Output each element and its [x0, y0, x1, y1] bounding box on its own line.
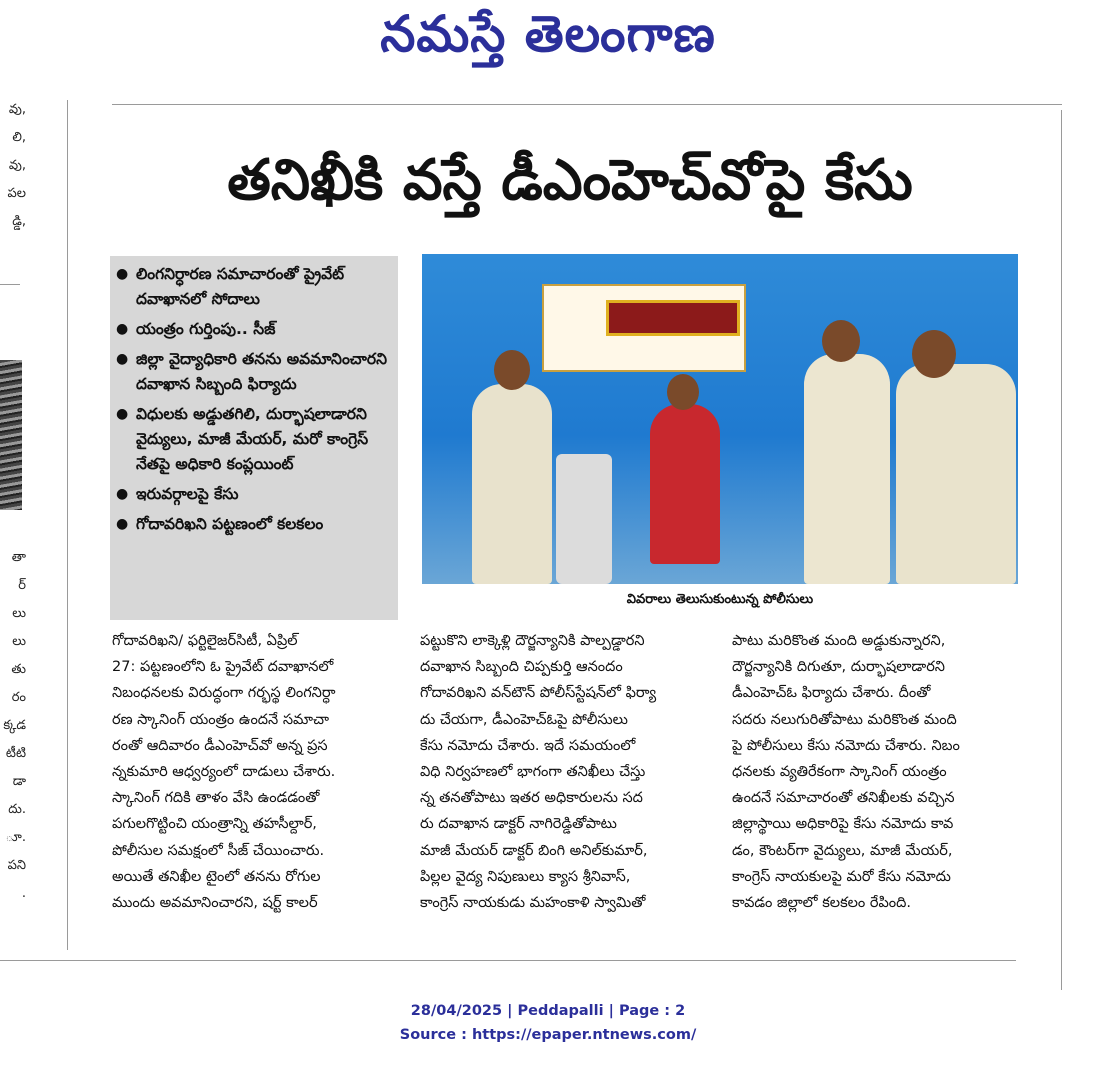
strip-text-line: డ్డి,	[12, 214, 26, 229]
article-text-line: డీఎంహెచ్‌ఓ ఫిర్యాదు చేశారు. దీంతో	[732, 685, 931, 702]
strip-text-line: తు	[11, 662, 26, 677]
highlight-item	[116, 482, 394, 507]
bullet-dot-icon: ●	[116, 516, 129, 532]
bullet-dot-icon: ●	[116, 266, 129, 282]
strip-text-line	[0, 516, 26, 544]
strip-text-line: దు.	[8, 802, 26, 817]
article-text-line: కావడం జిల్లాలో కలకలం రేపింది.	[732, 895, 911, 912]
strip-text-line	[0, 236, 26, 264]
strip-text-line: .	[21, 886, 26, 901]
article-text-line: గోదావరిఖని వన్‌టౌన్ పోలీస్‌స్టేషన్‌లో ఫిర్యా	[420, 685, 657, 702]
strip-text-line: క్కడ	[3, 718, 26, 733]
strip-text-line: టీటి	[5, 746, 26, 761]
highlight-item	[116, 317, 394, 342]
article-text-line: ఉందనే సమాచారంతో తనిఖీలకు వచ్చిన	[732, 790, 955, 807]
article-text-line: రు దవాఖాన డాక్టర్ నాగిరెడ్డితోపాటు	[420, 816, 617, 833]
strip-text-line: తా	[11, 550, 26, 565]
article-text-line: సదరు నలుగురితోపాటు మరికొంత మంది	[732, 711, 957, 728]
article-text-line: న్నకుమారి ఆధ్వర్యంలో దాడులు చేశారు.	[112, 764, 336, 781]
article-text-line: డం, కౌంటర్‌గా వైద్యులు, మాజీ మేయర్,	[732, 842, 953, 859]
bullet-dot-icon: ●	[116, 406, 129, 422]
article-headline: తనిఖీకి వస్తే డీఎంహెచ్‌వోపై కేసు	[227, 148, 913, 213]
strip-text-line	[0, 264, 26, 292]
article-text-line: పోలీసుల సమక్షంలో సీజ్ చేయించారు.	[112, 842, 325, 859]
highlight-item	[116, 262, 394, 312]
article-text-line: కాంగ్రెస్ నాయకుడు మహంకాళి స్వామితో	[420, 895, 646, 912]
highlight-item	[116, 402, 394, 477]
strip-text-line	[0, 292, 26, 320]
highlight-item	[116, 347, 394, 397]
article-text-line: స్కానింగ్ గదికి తాళం వేసి ఉండడంతో	[112, 790, 320, 807]
article-text-line: పాటు మరికొంత మంది అడ్డుకున్నారని,	[732, 633, 946, 649]
strip-text-line: వు,	[8, 158, 26, 173]
article-photo	[422, 254, 1018, 584]
article-text-line: పై పోలీసులు కేసు నమోదు చేశారు. నిబం	[732, 737, 960, 754]
article-text-line: విధి నిర్వహణలో భాగంగా తనిఖీలు చేస్తు	[420, 764, 646, 781]
adjacent-article-photo	[0, 360, 22, 510]
bullet-dot-icon: ●	[116, 321, 129, 337]
article-text-line: పట్టుకొని లాక్కెళ్లి దౌర్జన్యానికి పాల్పడ్డారని	[420, 633, 645, 649]
strip-divider	[0, 284, 20, 285]
strip-text-line: ర్	[18, 578, 26, 593]
article-text-line: నిబంధనలకు విరుద్ధంగా గర్భస్థ లింగనిర్ధా	[112, 685, 336, 702]
strip-text-line: లు	[12, 634, 26, 649]
bottom-divider	[0, 960, 1016, 961]
bullet-dot-icon: ●	[116, 351, 129, 367]
strip-text-line	[0, 320, 26, 348]
highlight-text: జిల్లా వైద్యాధికారి తనను అవమానించారని దవాఖాన సిబ్బంది ఫిర్యాదు	[136, 350, 387, 393]
article-text-line: ముందు అవమానించారని, షర్ట్ కాలర్	[112, 895, 318, 912]
article-text-line: దు చేయగా, డీఎంహెచ్‌ఓపై పోలీసులు	[420, 711, 628, 728]
highlight-text: విధులకు అడ్డుతగిలి, దుర్భాషలాడారని వైద్యులు, మాజీ మేయర్, మరో కాంగ్రెస్ నేతపై అధికారి కంప్లయింట్	[136, 405, 369, 473]
article-column-2	[420, 628, 710, 916]
article-text-line: గోదావరిఖని/ ఫర్టిలైజర్‌సిటీ, ఏప్రిల్	[112, 633, 298, 649]
strip-text-line: ూ.	[5, 830, 26, 845]
footer-date-edition: 28/04/2025 | Peddapalli | Page : 2	[410, 1003, 686, 1019]
article-text-line: మాజీ మేయర్ డాక్టర్ బింగి అనిల్‌కుమార్,	[420, 842, 648, 859]
strip-text-line: పల	[7, 186, 26, 201]
right-column-divider	[1061, 110, 1062, 990]
article-text-line: జిల్లాస్థాయి అధికారిపై కేసు నమోదు కావ	[732, 816, 954, 833]
masthead-logo: నమస్తే తెలంగాణ	[380, 4, 716, 63]
article-text-line: కాంగ్రెస్ నాయకులపై మరో కేసు నమోదు	[732, 868, 951, 885]
article-text-line: దవాఖాన సిబ్బంది చిప్పకుర్తి ఆనందం	[420, 659, 623, 676]
photo-caption: వివరాలు తెలుసుకుంటున్న పోలీసులు	[626, 592, 814, 607]
article-text-line: 27: పట్టణంలోని ఓ ప్రైవేట్ దవాఖానలో	[112, 659, 334, 676]
highlight-item	[116, 512, 394, 537]
clinic-banner	[542, 284, 746, 372]
highlight-text: ఇరువర్గాలపై కేసు	[136, 485, 239, 503]
strip-text-line: వు,	[8, 102, 26, 117]
highlights-box	[110, 256, 398, 620]
left-column-divider	[67, 100, 68, 950]
strip-text-line: లి,	[12, 130, 26, 145]
article-text-line: పిల్లల వైద్య నిపుణులు క్యాస శ్రీనివాస్,	[420, 868, 631, 885]
article-text-line: రణ స్కానింగ్ యంత్రం ఉందనే సమాచా	[112, 711, 329, 728]
article-text-line: దౌర్జన్యానికి దిగుతూ, దుర్భాషలాడారని	[732, 659, 945, 676]
article-column-3	[732, 628, 1022, 916]
article-column-1	[112, 628, 398, 916]
adjacent-article-strip	[0, 96, 26, 936]
article-text-line: న్న తనతోపాటు ఇతర అధికారులను సద	[420, 790, 643, 807]
top-divider	[112, 104, 1062, 105]
strip-text-line: డా	[12, 774, 26, 789]
article-text-line: ధనలకు వ్యతిరేకంగా స్కానింగ్ యంత్రం	[732, 764, 947, 781]
footer-source: Source : https://epaper.ntnews.com/	[399, 1027, 697, 1043]
highlight-text: యంత్రం గుర్తింపు.. సీజ్	[136, 320, 276, 338]
highlight-text: గోదావరిఖని పట్టణంలో కలకలం	[136, 515, 324, 533]
strip-text-line: పని	[7, 858, 26, 873]
highlight-text: లింగనిర్ధారణ సమాచారంతో ప్రైవేట్ దవాఖానలో సోదాలు	[136, 265, 345, 308]
bullet-dot-icon: ●	[116, 486, 129, 502]
article-text-line: అయితే తనిఖీల టైంలో తనను రోగుల	[112, 868, 321, 885]
strip-text-line: రం	[11, 690, 26, 705]
article-text-line: రంతో ఆదివారం డీఎంహెచ్‌వో అన్న ప్రస	[112, 737, 328, 754]
article-text-line: పగులగొట్టించి యంత్రాన్ని తహసీల్దార్,	[112, 816, 317, 833]
article-text-line: కేసు నమోదు చేశారు. ఇదే సమయంలో	[420, 737, 636, 754]
strip-text-line: లు	[12, 606, 26, 621]
